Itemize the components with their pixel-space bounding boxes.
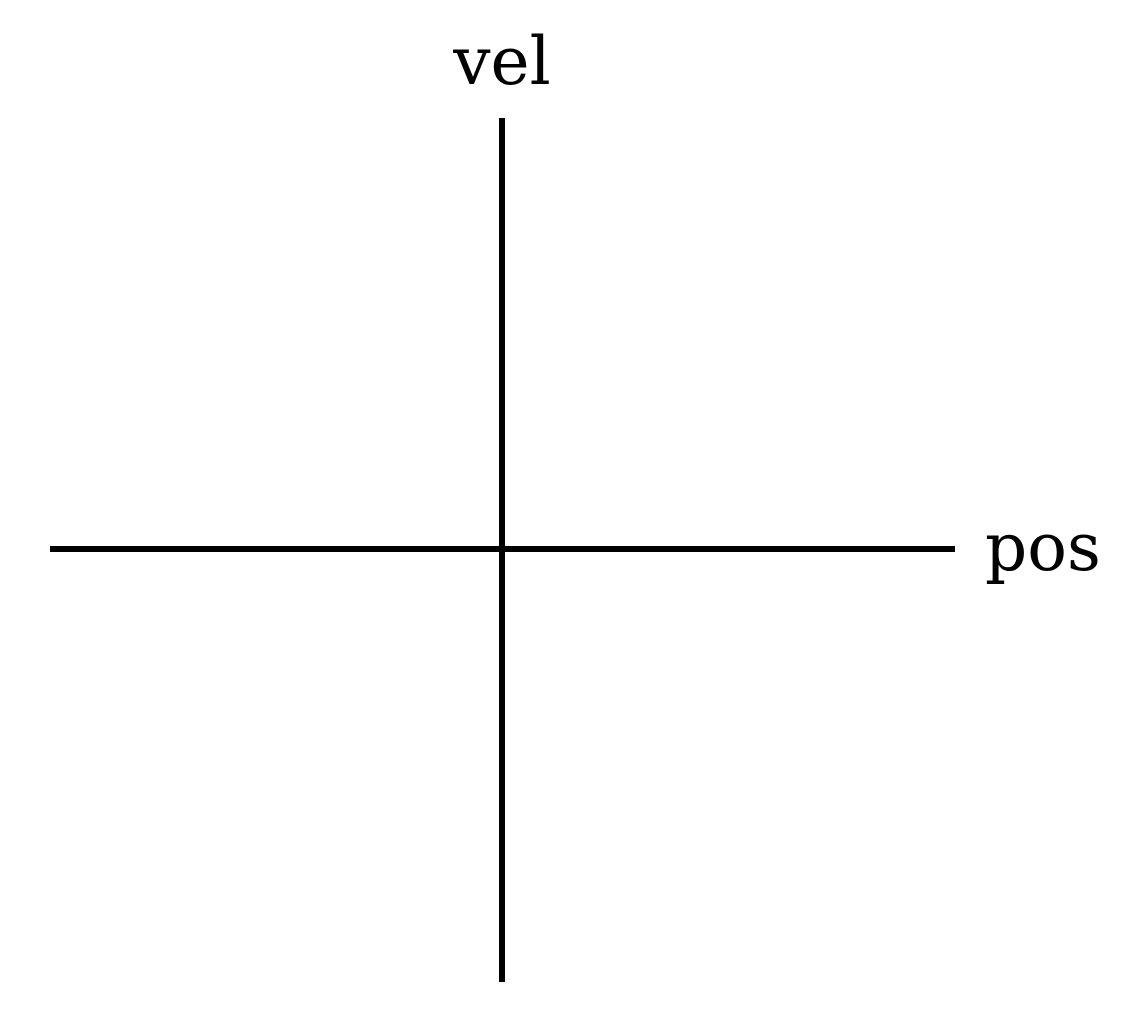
y-axis-label: vel — [453, 23, 551, 100]
x-axis-label: pos — [985, 509, 1101, 586]
